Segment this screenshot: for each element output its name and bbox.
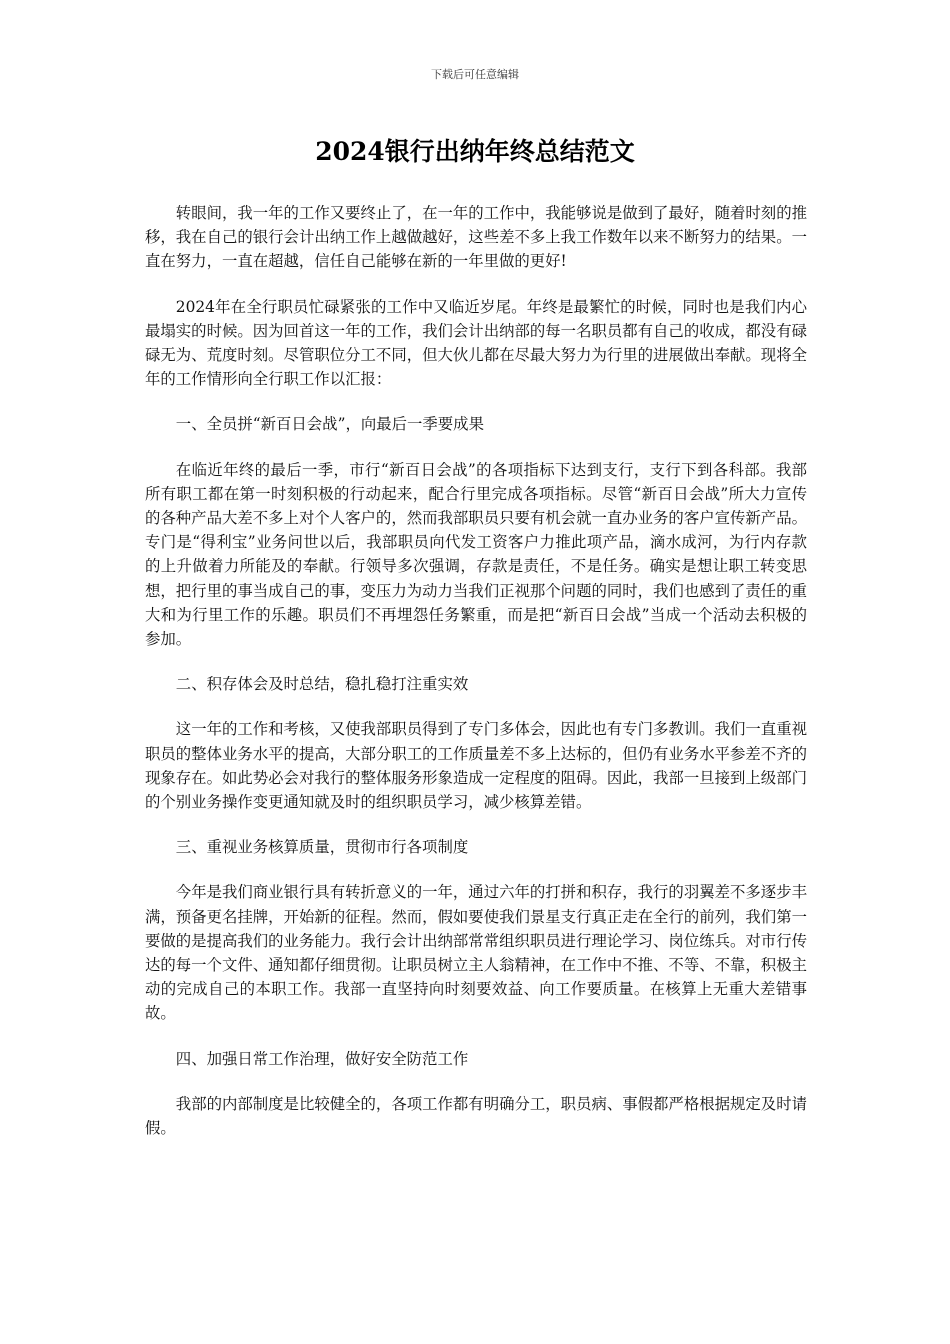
document-title: 2024银行出纳年终总结范文 — [315, 137, 635, 166]
section-heading-3: 三、重视业务核算质量，贯彻市行各项制度 — [175, 838, 469, 857]
paragraph-intro: 转眼间，我一年的工作又要终止了，在一年的工作中，我能够说是做到了最好，随着时刻的推移，我在自己的银行会计出纳工作上越做越好，这些差不多上我工作数年以来不断努力的结果。一直在努力，一直在超越，信任自己能够在新的一年里做的更好! — [145, 204, 807, 271]
paragraph-section-4: 我部的内部制度是比较健全的，各项工作都有明确分工，职员病、事假都严格根据规定及时请假。 — [145, 1094, 807, 1138]
paragraph-section-3: 今年是我们商业银行具有转折意义的一年，通过六年的打拼和积存，我行的羽翼差不多逐步丰满，预备更名挂牌，开始新的征程。然而，假如要使我们景星支行真正走在全行的前列，我们第一要做的是提高我们的业务能力。我行会计出纳部常常组织职员进行理论学习、岗位练兵。对市行传达的每一个文件、通知都仔细贯彻。让职员树立主人翁精神，在工作中不推、不等、不靠，积极主动的完成自己的本职工作。我部一直坚持向时刻要效益、向工作要质量。在核算上无重大差错事故。 — [145, 883, 807, 1023]
header-note: 下载后可任意编辑 — [431, 68, 519, 81]
paragraph-overview: 2024年在全行职员忙碌紧张的工作中又临近岁尾。年终是最繁忙的时候，同时也是我们内心最塌实的时候。因为回首这一年的工作，我们会计出纳部的每一名职员都有自己的收成，都没有碌碌无为、荒度时刻。尽管职位分工不同，但大伙儿都在尽最大努力为行里的进展做出奉献。现将全年的工作情形向全行职工作以汇报： — [145, 297, 807, 389]
section-heading-1: 一、全员拼“新百日会战”，向最后一季要成果 — [175, 415, 484, 434]
paragraph-section-2: 这一年的工作和考核，又使我部职员得到了专门多体会，因此也有专门多教训。我们一直重视职员的整体业务水平的提高，大部分职工的工作质量差不多上达标的，但仍有业务水平参差不齐的现象存在。如此势必会对我行的整体服务形象造成一定程度的阻碍。因此，我部一旦接到上级部门的个别业务操作变更通知就及时的组织职员学习，减少核算差错。 — [145, 720, 807, 812]
section-heading-4: 四、加强日常工作治理，做好安全防范工作 — [175, 1049, 469, 1068]
section-heading-2: 二、积存体会及时总结，稳扎稳打注重实效 — [175, 675, 469, 694]
paragraph-section-1: 在临近年终的最后一季，市行“新百日会战”的各项指标下达到支行，支行下到各科部。我部所有职工都在第一时刻积极的行动起来，配合行里完成各项指标。尽管“新百日会战”所大力宣传的各种产品大差不多上对个人客户的，然而我部职员只要有机会就一直办业务的客户宣传新产品。专门是“得利宝”业务问世以后，我部职员向代发工资客户力推此项产品，滴水成河，为行内存款的上升做着力所能及的奉献。行领导多次强调，存款是责任，不是任务。确实是想让职工转变思想，把行里的事当成自己的事，变压力为动力当我们正视那个问题的同时，我们也感到了责任的重大和为行里工作的乐趣。职员们不再埋怨任务繁重，而是把“新百日会战”当成一个活动去积极的参加。 — [145, 460, 807, 649]
document-body — [145, 201, 807, 1161]
